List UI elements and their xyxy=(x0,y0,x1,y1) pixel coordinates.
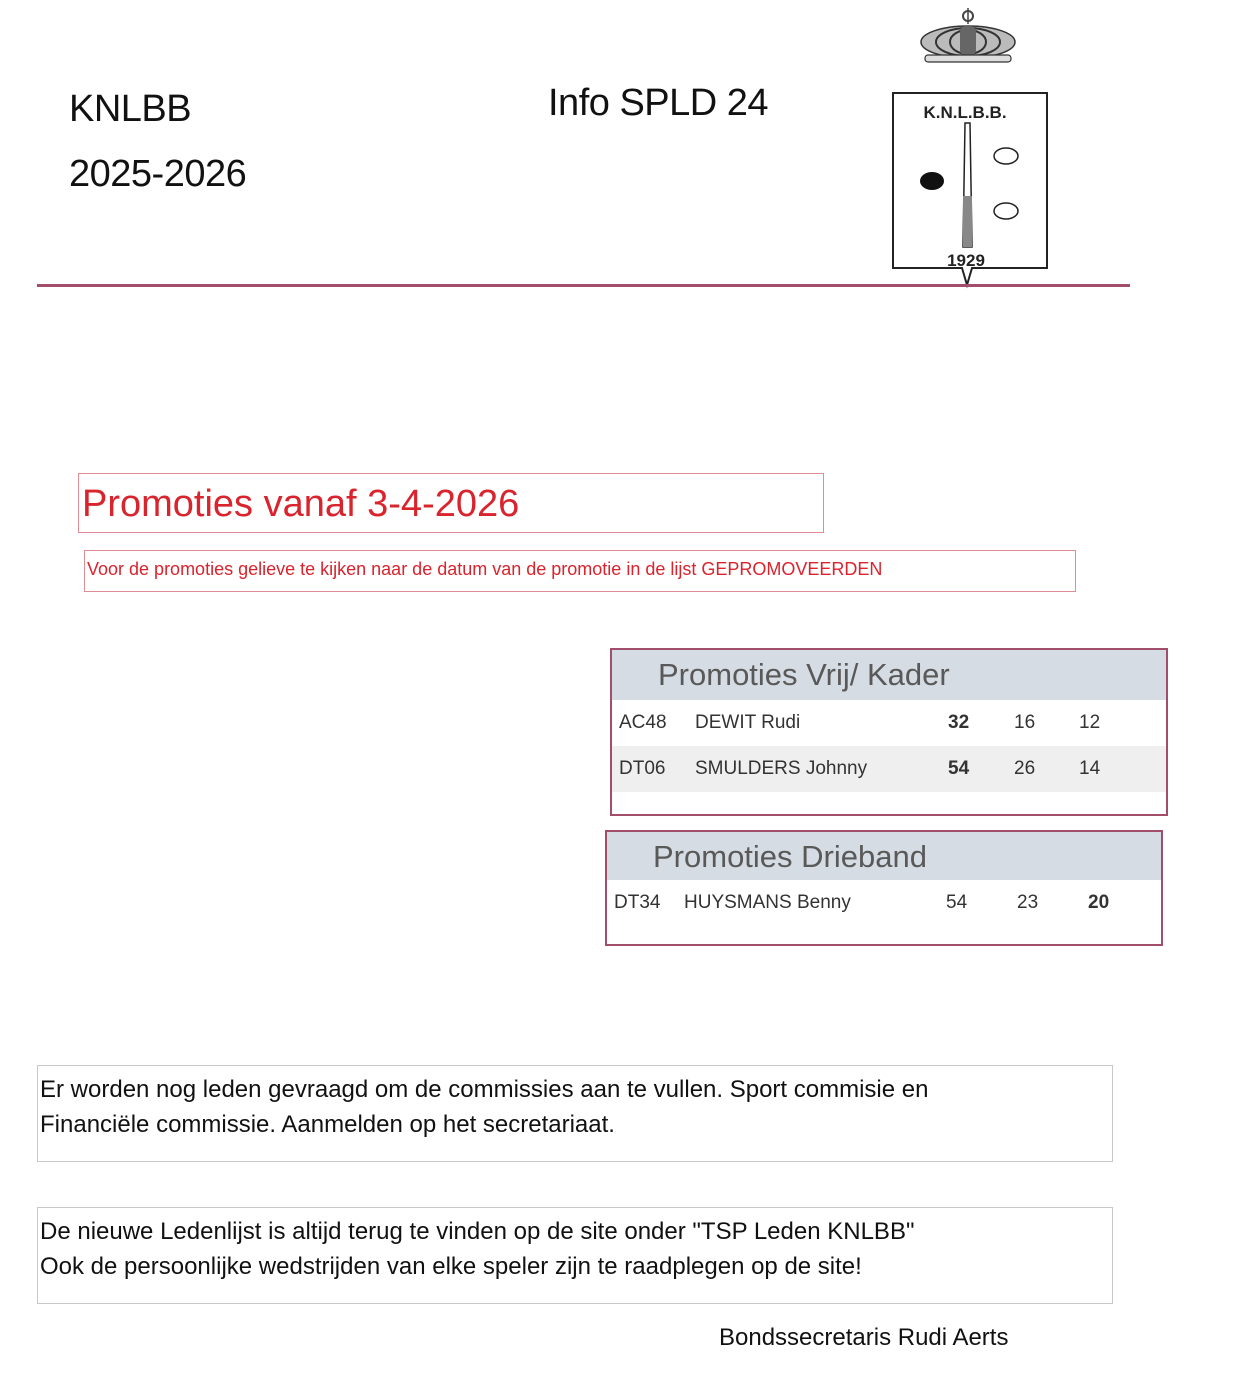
promotions-drieband-table xyxy=(605,830,1163,946)
org-name: KNLBB xyxy=(69,88,192,130)
notice-line: Financiële commissie. Aanmelden op het secretariaat. xyxy=(40,1111,615,1138)
value-3: 20 xyxy=(1088,892,1110,913)
value-1: 32 xyxy=(948,712,970,733)
table-row xyxy=(607,880,1161,926)
svg-text:K.N.L.B.B.: K.N.L.B.B. xyxy=(923,103,1007,122)
crown-icon xyxy=(880,0,1050,290)
value-3: 12 xyxy=(1079,712,1101,733)
promotions-vrij-kader-table xyxy=(610,648,1168,816)
promotions-title: Promoties vanaf 3-4-2026 xyxy=(78,473,824,533)
notice-line: De nieuwe Ledenlijst is altijd terug te vinden op de site onder "TSP Leden KNLBB" xyxy=(40,1218,915,1245)
player-code: DT34 xyxy=(614,892,661,913)
value-2: 16 xyxy=(1014,712,1036,733)
player-code: DT06 xyxy=(619,758,666,779)
header-divider xyxy=(37,284,1130,287)
value-2: 26 xyxy=(1014,758,1036,779)
value-2: 23 xyxy=(1017,892,1039,913)
value-3: 14 xyxy=(1079,758,1101,779)
value-1: 54 xyxy=(948,758,970,779)
page-title: Info SPLD 24 xyxy=(548,82,769,124)
player-name: SMULDERS Johnny xyxy=(695,758,868,779)
notice-commissions xyxy=(37,1065,1113,1162)
table-row xyxy=(612,746,1166,792)
notice-member-list xyxy=(37,1207,1113,1304)
signature: Bondssecretaris Rudi Aerts xyxy=(719,1324,1009,1351)
table-title: Promoties Drieband xyxy=(607,832,1161,880)
notice-line: Er worden nog leden gevraagd om de commissies aan te vullen. Sport commisie en xyxy=(40,1076,929,1103)
table-row xyxy=(612,700,1166,746)
knlbb-logo xyxy=(880,0,1050,290)
promotions-note: Voor de promoties gelieve te kijken naar de datum van de promotie in de lijst GEPROMOVEERDEN xyxy=(84,550,1076,592)
player-name: DEWIT Rudi xyxy=(695,712,801,733)
notice-line: Ook de persoonlijke wedstrijden van elke speler zijn te raadplegen op de site! xyxy=(40,1253,862,1280)
season: 2025-2026 xyxy=(69,153,247,195)
value-1: 54 xyxy=(946,892,968,913)
svg-text:1929: 1929 xyxy=(947,251,985,270)
player-name: HUYSMANS Benny xyxy=(684,892,851,913)
player-code: AC48 xyxy=(619,712,667,733)
table-title: Promoties Vrij/ Kader xyxy=(612,650,1166,700)
